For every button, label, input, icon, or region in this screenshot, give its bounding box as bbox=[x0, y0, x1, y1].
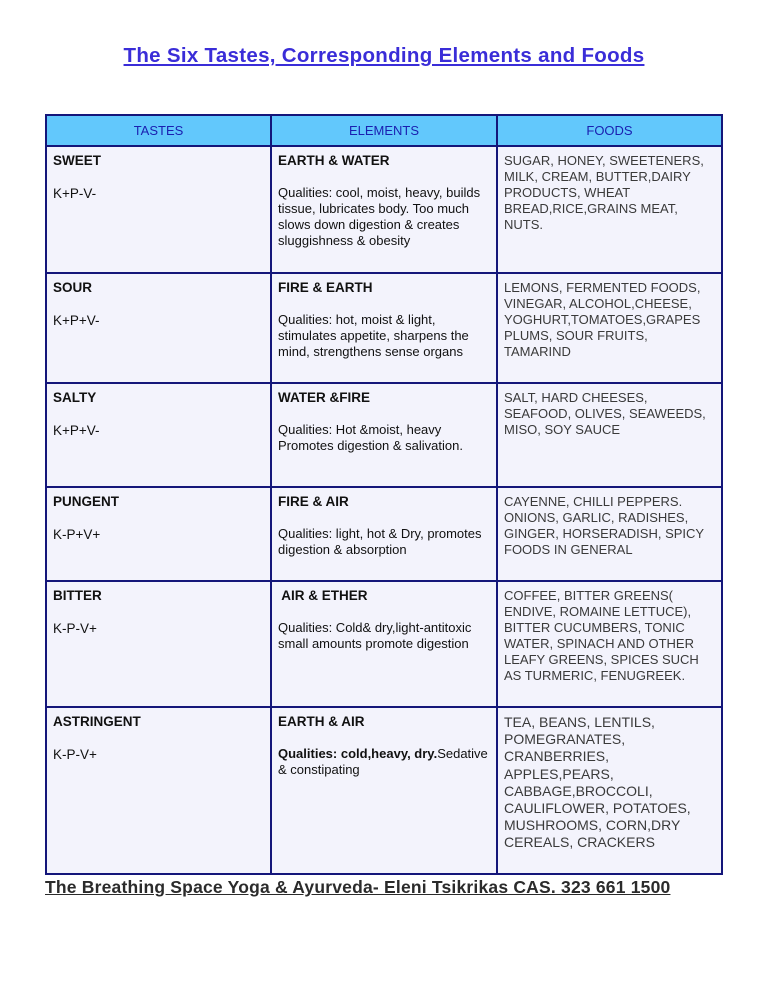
element-cell bbox=[271, 487, 497, 581]
qualities-text bbox=[278, 746, 490, 778]
tastes-table bbox=[45, 114, 723, 875]
foods-cell bbox=[497, 707, 722, 874]
qualities-text: Qualities: Hot &moist, heavy Promotes digestion & salivation. bbox=[278, 422, 463, 453]
table-row bbox=[46, 273, 722, 383]
table-row bbox=[46, 707, 722, 874]
dosha-effect: K-P-V+ bbox=[53, 747, 97, 762]
header-foods: FOODS bbox=[497, 115, 722, 146]
taste-name: SALTY bbox=[53, 390, 97, 405]
table-row bbox=[46, 581, 722, 707]
taste-cell bbox=[46, 273, 271, 383]
qualities-text: Qualities: light, hot & Dry, promotes digestion & absorption bbox=[278, 526, 482, 557]
table-header-row bbox=[46, 115, 722, 146]
taste-name: SOUR bbox=[53, 280, 93, 295]
qualities-rest-text: Sedative & constipating bbox=[278, 746, 488, 777]
element-cell bbox=[271, 581, 497, 707]
element-name: AIR & ETHER bbox=[278, 588, 368, 603]
taste-cell bbox=[46, 581, 271, 707]
dosha-effect: K-P+V+ bbox=[53, 527, 101, 542]
dosha-effect: K+P+V- bbox=[53, 313, 100, 328]
foods-cell bbox=[497, 146, 722, 273]
element-name: FIRE & AIR bbox=[278, 494, 349, 509]
dosha-effect: K+P+V- bbox=[53, 423, 100, 438]
taste-cell bbox=[46, 487, 271, 581]
element-cell bbox=[271, 273, 497, 383]
taste-name: PUNGENT bbox=[53, 494, 120, 509]
foods-text: COFFEE, BITTER GREENS( ENDIVE, ROMAINE LETTUCE), BITTER CUCUMBERS, TONIC WATER, SPINACH AND OTHER LEAFY GREENS, SPICES SUCH AS TURMERIC, FENUGREEK. bbox=[504, 588, 699, 683]
element-name: EARTH & WATER bbox=[278, 153, 390, 168]
qualities-text: Qualities: hot, moist & light, stimulates appetite, sharpens the mind, strengthens sense organs bbox=[278, 312, 469, 359]
taste-cell bbox=[46, 707, 271, 874]
foods-text: TEA, BEANS, LENTILS, POMEGRANATES, CRANBERRIES, APPLES,PEARS, CABBAGE,BROCCOLI, CAULIFLOWER, POTATOES, MUSHROOMS, CORN,DRY CEREALS, CRACKERS bbox=[504, 714, 691, 851]
taste-name: SWEET bbox=[53, 153, 102, 168]
qualities-text: Qualities: Cold& dry,light-antitoxic small amounts promote digestion bbox=[278, 620, 472, 651]
element-cell bbox=[271, 383, 497, 487]
taste-cell bbox=[46, 383, 271, 487]
foods-cell bbox=[497, 383, 722, 487]
foods-cell bbox=[497, 581, 722, 707]
table-row bbox=[46, 383, 722, 487]
taste-cell bbox=[46, 146, 271, 273]
foods-text: SALT, HARD CHEESES, SEAFOOD, OLIVES, SEAWEEDS, MISO, SOY SAUCE bbox=[504, 390, 706, 437]
dosha-effect: K+P-V- bbox=[53, 186, 97, 201]
qualities-bold-text: Qualities: cold,heavy, dry. bbox=[278, 746, 438, 761]
element-cell bbox=[271, 146, 497, 273]
header-tastes: TASTES bbox=[46, 115, 271, 146]
element-name: WATER &FIRE bbox=[278, 390, 370, 405]
taste-name: BITTER bbox=[53, 588, 102, 603]
foods-text: SUGAR, HONEY, SWEETENERS, MILK, CREAM, BUTTER,DAIRY PRODUCTS, WHEAT BREAD,RICE,GRAINS MEAT, NUTS. bbox=[504, 153, 704, 232]
table-row bbox=[46, 487, 722, 581]
page-title: The Six Tastes, Corresponding Elements and Foods bbox=[123, 44, 645, 67]
taste-name: ASTRINGENT bbox=[53, 714, 141, 729]
foods-text: CAYENNE, CHILLI PEPPERS. ONIONS, GARLIC, RADISHES, GINGER, HORSERADISH, SPICY FOODS IN GENERAL bbox=[504, 494, 704, 557]
element-name: EARTH & AIR bbox=[278, 714, 365, 729]
header-elements: ELEMENTS bbox=[271, 115, 497, 146]
element-name: FIRE & EARTH bbox=[278, 280, 373, 295]
dosha-effect: K-P-V+ bbox=[53, 621, 97, 636]
foods-text: LEMONS, FERMENTED FOODS, VINEGAR, ALCOHOL,CHEESE, YOGHURT,TOMATOES,GRAPES PLUMS, SOUR FRUITS, TAMARIND bbox=[504, 280, 701, 359]
qualities-text: Qualities: cool, moist, heavy, builds tissue, lubricates body. Too much slows down digestion & creates sluggishness & obesity bbox=[278, 185, 481, 248]
foods-cell bbox=[497, 273, 722, 383]
table-row bbox=[46, 146, 722, 273]
footer-contact: The Breathing Space Yoga & Ayurveda- Eleni Tsikrikas CAS. 323 661 1500 bbox=[45, 877, 671, 897]
element-cell bbox=[271, 707, 497, 874]
foods-cell bbox=[497, 487, 722, 581]
